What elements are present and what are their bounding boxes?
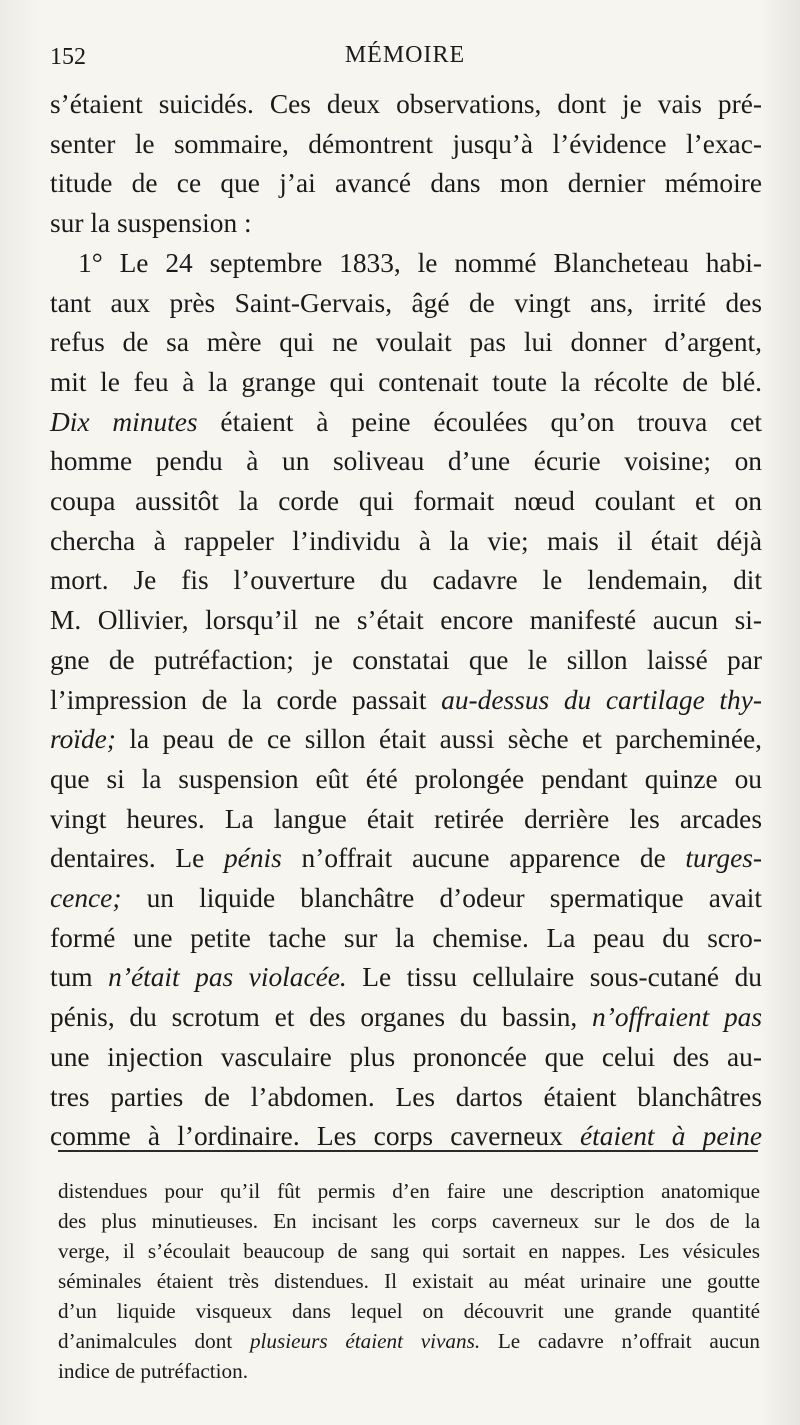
- page-header: [50, 38, 760, 78]
- text-line: M. Ollivier, lorsqu’il ne s’était encore manifesté aucun si-: [50, 605, 762, 636]
- text-line: tres parties de l’abdomen. Les dartos étaient blanchâtres: [50, 1081, 762, 1112]
- footnote: [58, 1176, 760, 1386]
- text-line: [50, 720, 762, 760]
- text-line: [50, 403, 762, 443]
- text-line: sur la suspension :: [50, 208, 252, 239]
- text-line: refus de sa mère qui ne voulait pas lui donner d’argent,: [50, 327, 762, 358]
- footnote-line: des plus minutieuses. En incisant les corps caverneux sur le dos de la: [58, 1209, 760, 1233]
- text-run: étaient à peine écoulées qu’on trouva cet: [197, 406, 762, 437]
- text-run: Le cadavre n’offrait aucun: [480, 1329, 760, 1353]
- text-line: vingt heures. La langue était retirée derrière les arcades: [50, 803, 762, 834]
- text-run: la peau de ce sillon était aussi sèche et parcheminée,: [115, 724, 762, 755]
- italic-text: n’offraient pas: [592, 1002, 762, 1033]
- text-line: chercha à rappeler l’individu à la vie; mais il était déjà: [50, 525, 762, 556]
- text-line: gne de putréfaction; je constatai que le sillon laissé par: [50, 644, 762, 675]
- italic-text: turges-: [685, 843, 763, 874]
- italic-text: Dix minutes: [50, 406, 198, 437]
- running-title: MÉMOIRE: [344, 42, 466, 68]
- text-line: une injection vasculaire plus prononcée que celui des au-: [50, 1041, 762, 1072]
- text-run: tum: [50, 962, 109, 993]
- footnote-rule: [58, 1150, 758, 1152]
- text-line: [50, 839, 762, 879]
- text-line: senter le sommaire, démontrent jusqu’à l’évidence l’exac-: [50, 128, 762, 159]
- text-line: [50, 879, 762, 919]
- footnote-line: distendues pour qu’il fût permis d’en faire une description anatomique: [58, 1179, 760, 1203]
- text-run: comme à l’ordinaire. Les corps caverneux: [50, 1121, 580, 1152]
- footnote-line: indice de putréfaction.: [58, 1359, 249, 1383]
- text-line: mort. Je fis l’ouverture du cadavre le lendemain, dit: [50, 565, 762, 596]
- text-line: mit le feu à la grange qui contenait toute la récolte de blé.: [50, 366, 762, 397]
- text-line: s’étaient suicidés. Ces deux observations, dont je vais pré-: [50, 89, 762, 119]
- footnote-line: [58, 1326, 760, 1356]
- text-line: titude de ce que j’ai avancé dans mon dernier mémoire: [50, 168, 762, 199]
- footnote-line: séminales étaient très distendues. Il existait au méat urinaire une goutte: [58, 1269, 760, 1293]
- italic-text: étaient à peine: [580, 1121, 762, 1152]
- text-line: [50, 958, 762, 998]
- text-line: tant aux près Saint-Gervais, âgé de vingt ans, irrité des: [50, 287, 762, 318]
- text-line: [50, 998, 762, 1038]
- text-run: pénis, du scrotum et des organes du bassin,: [50, 1002, 593, 1033]
- text-line: formé une petite tache sur la chemise. La peau du scro-: [50, 922, 762, 953]
- italic-text: n’était pas violacée.: [108, 962, 347, 993]
- text-line: 1° Le 24 septembre 1833, le nommé Blancheteau habi-: [78, 247, 762, 278]
- footnote-line: d’un liquide visqueux dans lequel on découvrit une grande quantité: [58, 1299, 760, 1323]
- italic-text: roïde;: [50, 724, 116, 755]
- text-run: un liquide blanchâtre d’odeur spermatique avait: [121, 883, 762, 914]
- text-run: d’animalcules dont: [58, 1329, 250, 1353]
- italic-text: au-dessus du cartilage thy-: [441, 684, 762, 715]
- main-text: [50, 85, 762, 1157]
- text-line: que si la suspension eût été prolongée pendant quinze ou: [50, 763, 762, 794]
- text-run: Le tissu cellulaire sous-cutané du: [346, 962, 762, 993]
- text-line: [50, 681, 762, 721]
- italic-text: plusieurs étaient vivans.: [249, 1329, 481, 1353]
- text-run: dentaires. Le: [50, 843, 224, 874]
- text-run: l’impression de la corde passait: [50, 684, 442, 715]
- text-run: n’offrait aucune apparence de: [281, 843, 686, 874]
- italic-text: cence;: [50, 883, 122, 914]
- footnote-line: verge, il s’écoulait beaucoup de sang qui sortait en nappes. Les vésicules: [58, 1239, 760, 1263]
- page-number: 152: [50, 44, 86, 70]
- text-line: coupa aussitôt la corde qui formait nœud coulant et on: [50, 486, 762, 517]
- italic-text: pénis: [223, 843, 282, 874]
- text-line: homme pendu à un soliveau d’une écurie voisine; on: [50, 446, 762, 477]
